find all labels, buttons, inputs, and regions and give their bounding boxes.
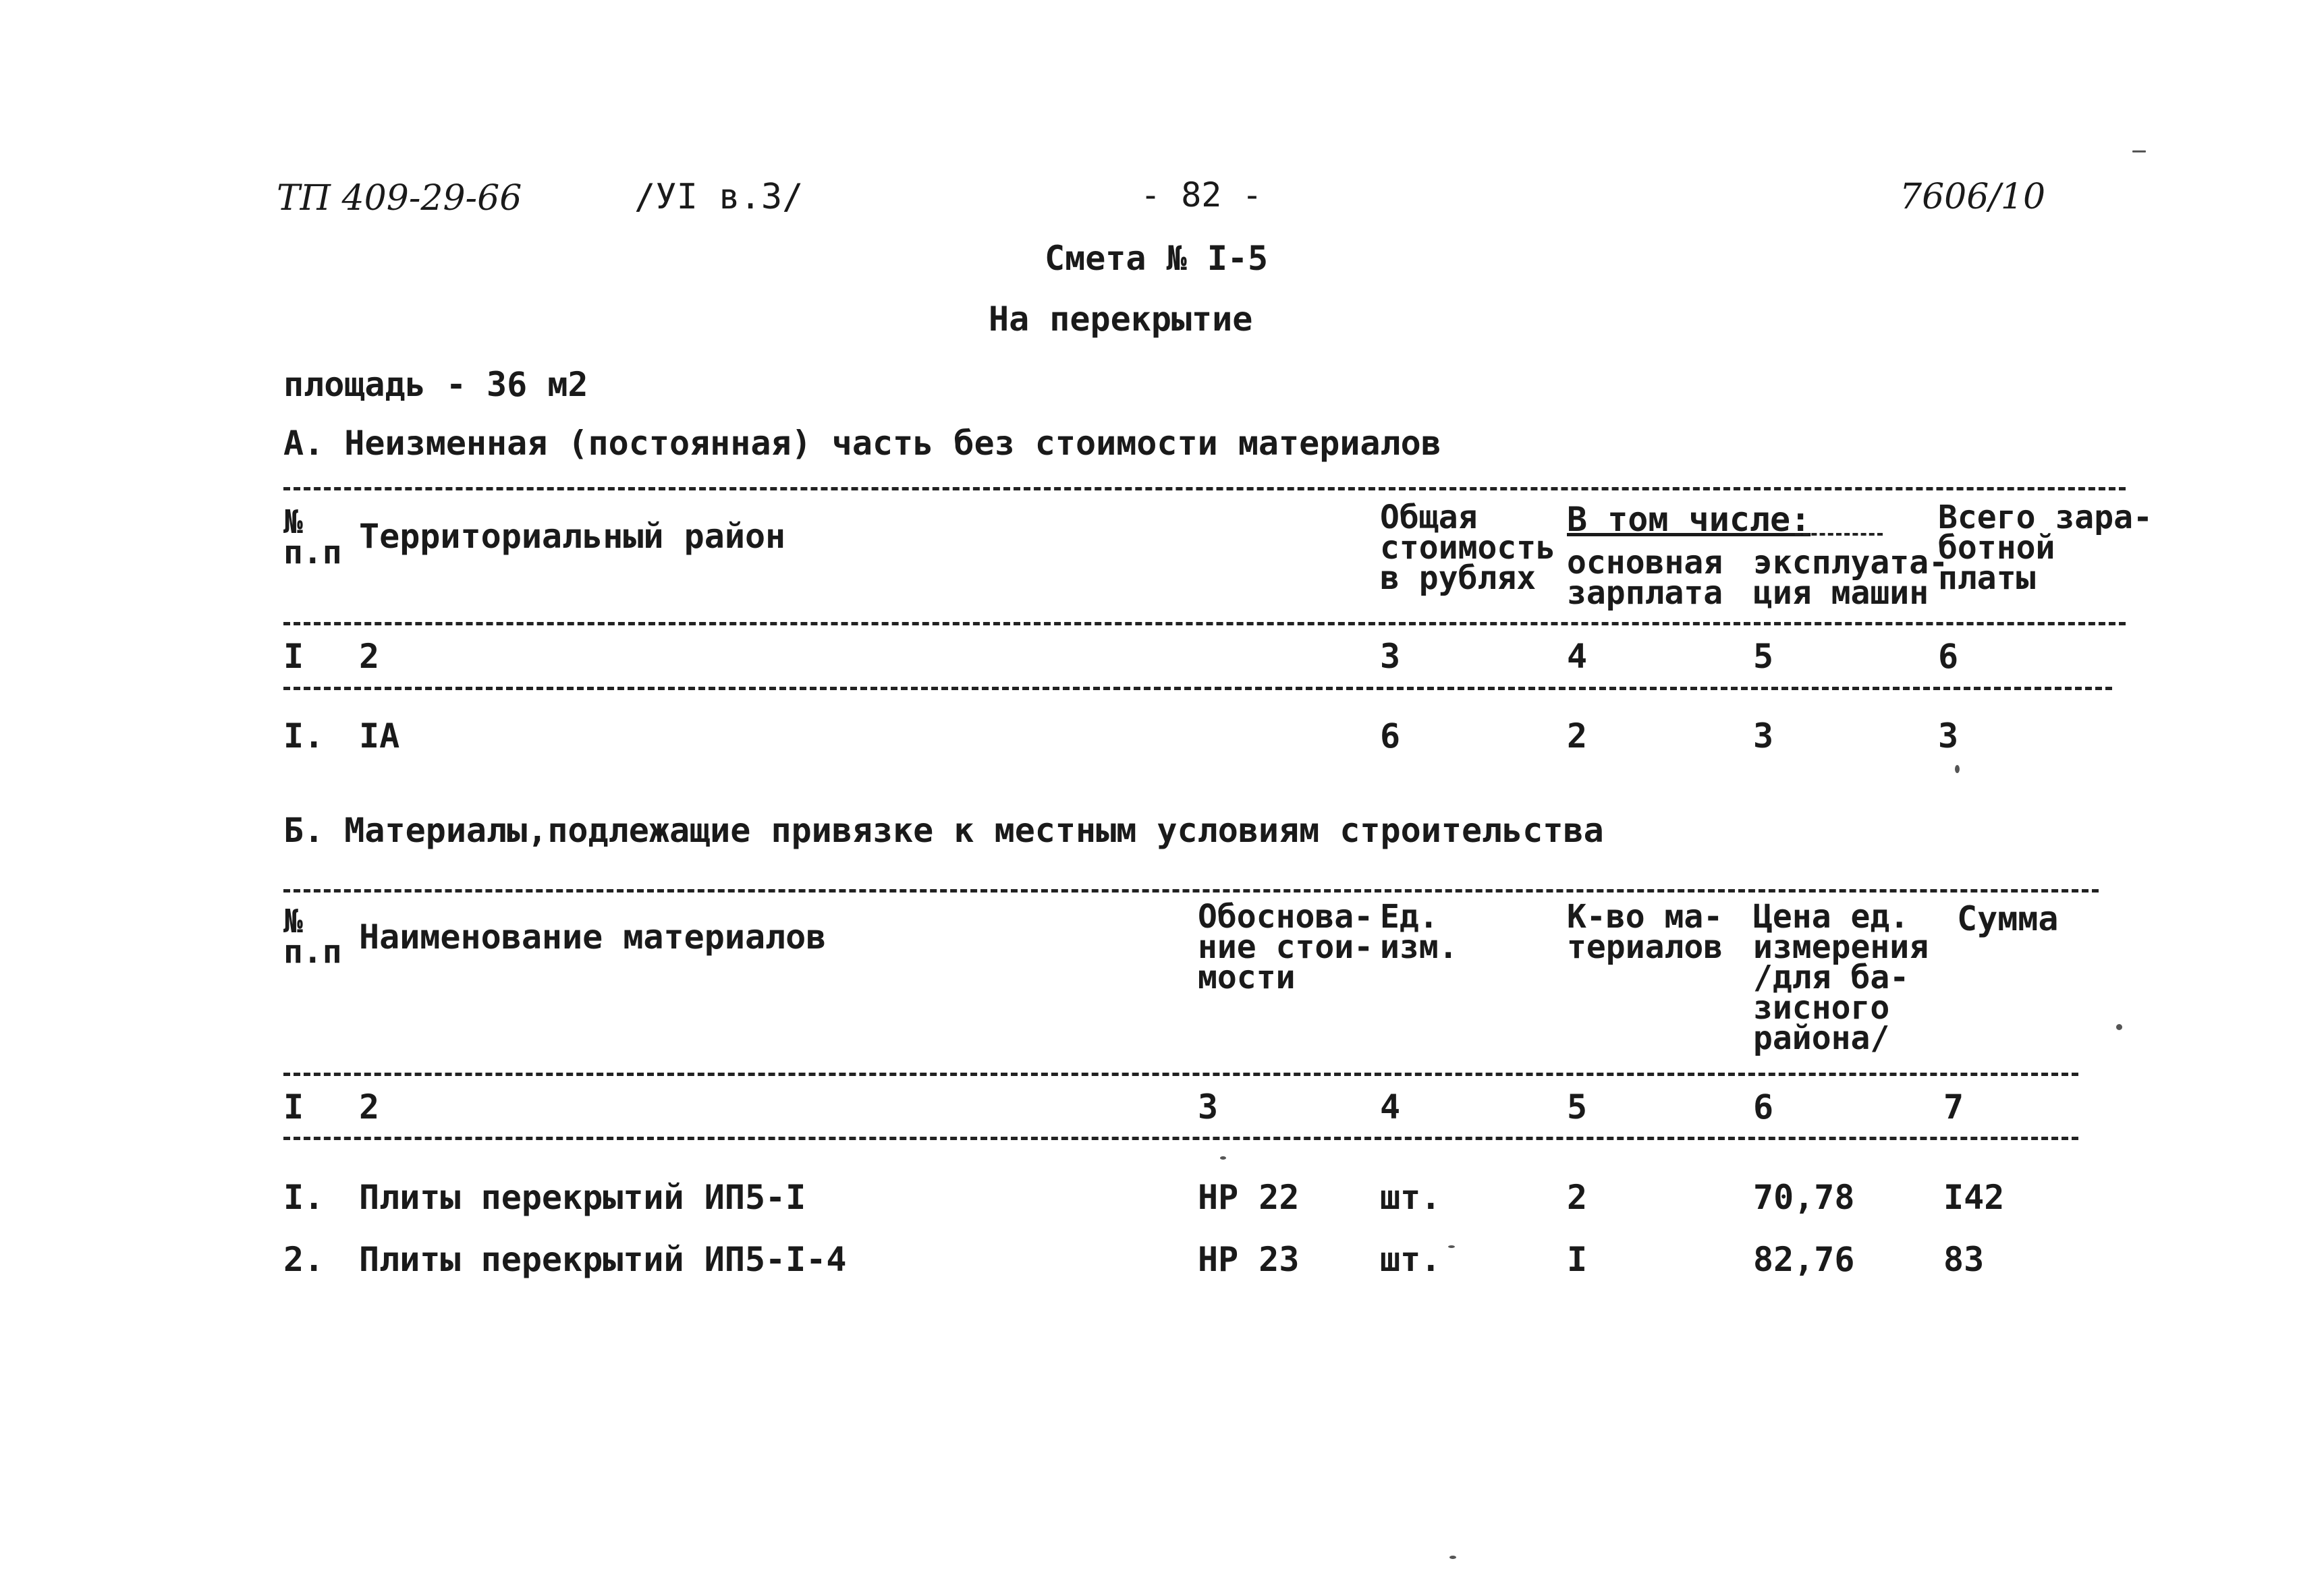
section-b-colnum-5: 5 — [1567, 1087, 1588, 1127]
section-b-row-1-num: I. — [283, 1178, 325, 1217]
section-b-header-name: Наименование материалов — [359, 917, 827, 957]
estimate-subject: На перекрытие — [989, 300, 1253, 339]
section-a-row-1-base-salary: 2 — [1567, 716, 1588, 756]
section-a-row-1-num: I. — [283, 716, 325, 756]
section-a-rule-top — [283, 487, 2126, 490]
section-b-header-sum: Сумма — [1957, 899, 2059, 938]
section-b-header-price: Цена ед. измерения /для ба- зисного района/ — [1753, 898, 1929, 1057]
ink-speck — [2116, 1024, 2122, 1030]
section-a-row-1-region: IA — [359, 716, 400, 756]
section-b-colnum-3: 3 — [1198, 1087, 1219, 1127]
section-b-row-2-unit: шт. — [1380, 1240, 1441, 1279]
section-a-heading: А. Неизменная (постоянная) часть без стоимости материалов — [283, 424, 1441, 463]
section-a-including-underline — [1795, 533, 1883, 536]
section-b-rule-colnums — [283, 1137, 2078, 1140]
section-a-header-total-salary: Всего зара- ботной платы — [1938, 499, 2153, 597]
section-a-row-1-machines: 3 — [1753, 716, 1774, 756]
area-label: площадь - 36 м2 — [283, 365, 588, 404]
section-b-header-qty: К-во ма- териалов — [1567, 898, 1723, 966]
section-b-row-2-num: 2. — [283, 1240, 325, 1279]
section-b-row-2-qty: I — [1567, 1240, 1588, 1279]
section-a-header-machines: эксплуата- ция машин — [1753, 544, 1948, 612]
section-a-colnum-6: 6 — [1938, 637, 1959, 676]
section-a-rule-colnums — [283, 687, 2112, 690]
section-b-colnum-1: I — [283, 1087, 304, 1127]
section-b-colnum-4: 4 — [1380, 1087, 1401, 1127]
section-a-header-total-cost: Общая стоимость в рублях — [1380, 499, 1556, 597]
section-a-colnum-2: 2 — [359, 637, 380, 676]
section-b-row-2-name: Плиты перекрытий ИП5-I-4 — [359, 1240, 847, 1279]
section-b-heading: Б. Материалы,подлежащие привязке к местным условиям строительства — [283, 811, 1604, 850]
section-b-row-1-justification: НР 22 — [1198, 1178, 1300, 1217]
section-a-rule-header — [283, 622, 2126, 625]
section-b-header-unit: Ед. изм. — [1380, 898, 1458, 966]
section-a-colnum-1: I — [283, 637, 304, 676]
section-b-colnum-7: 7 — [1943, 1087, 1964, 1127]
section-a-header-base-salary: основная зарплата — [1567, 544, 1723, 612]
sheet-code: 7606/10 — [1900, 177, 2046, 217]
section-a-header-including: В том числе: — [1567, 500, 1811, 539]
ink-speck — [2132, 150, 2146, 152]
section-b-row-1-unit: шт. — [1380, 1178, 1441, 1217]
section-b-row-1-qty: 2 — [1567, 1178, 1588, 1217]
section-b-colnum-6: 6 — [1753, 1087, 1774, 1127]
section-b-row-1-price: 70,78 — [1753, 1178, 1855, 1217]
section-b-row-2-price: 82,76 — [1753, 1240, 1855, 1279]
section-a-colnum-4: 4 — [1567, 637, 1588, 676]
section-a-header-num: № п.п — [283, 503, 342, 571]
ink-speck — [1448, 1245, 1455, 1248]
ink-speck — [1220, 1156, 1226, 1160]
section-b-colnum-2: 2 — [359, 1087, 380, 1127]
page-number: - 82 - — [1140, 175, 1263, 215]
section-b-rule-header — [283, 1073, 2078, 1076]
section-b-row-1-sum: I42 — [1943, 1178, 2005, 1217]
section-a-row-1-total-salary: 3 — [1938, 716, 1959, 756]
section-b-row-2-justification: НР 23 — [1198, 1240, 1300, 1279]
ink-speck — [1449, 1556, 1456, 1559]
section-b-row-2-sum: 83 — [1943, 1240, 1985, 1279]
doc-code: ТП 409-29-66 — [277, 178, 522, 219]
section-b-header-justification: Обоснова- ние стои- мости — [1198, 898, 1374, 996]
section-a-colnum-3: 3 — [1380, 637, 1401, 676]
section-a-row-1-total-cost: 6 — [1380, 716, 1401, 756]
section-b-header-num: № п.п — [283, 903, 342, 971]
ink-speck — [1955, 765, 1960, 773]
section-b-rule-top — [283, 889, 2099, 893]
volume-label: /УI в.3/ — [634, 177, 804, 217]
section-a-header-region: Территориальный район — [359, 517, 786, 556]
section-a-colnum-5: 5 — [1753, 637, 1774, 676]
section-b-row-1-name: Плиты перекрытий ИП5-I — [359, 1178, 806, 1217]
estimate-title: Смета № I-5 — [1045, 239, 1269, 278]
